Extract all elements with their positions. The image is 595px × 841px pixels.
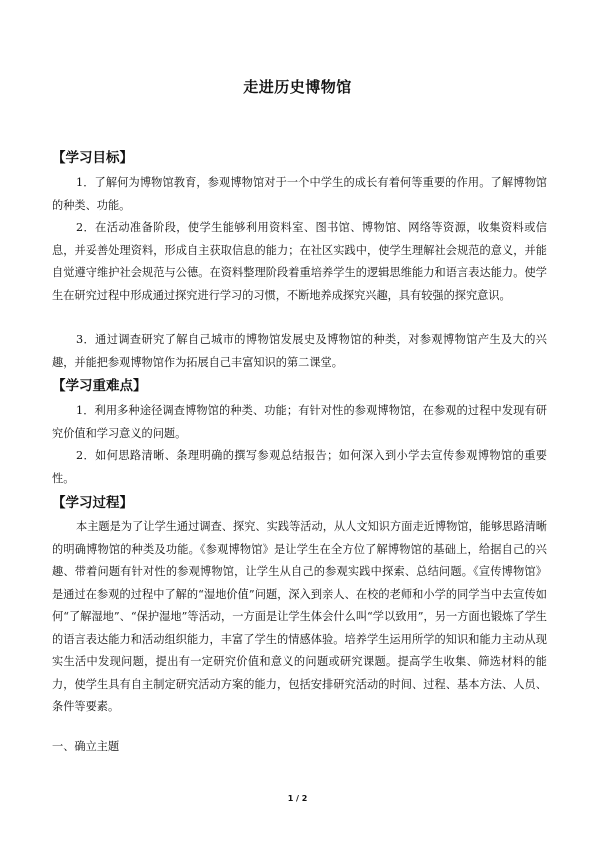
- subheading-establish-topic: 一、确立主题: [52, 740, 120, 753]
- process-paragraph: 本主题是为了让学生通过调查、探究、实践等活动，从人文知识方面走近博物馆，能够思路清晰的明确博物馆的种类及功能。《参观博物馆》是让学生在全方位了解博物馆的基础上，给据自己的兴趣、带着问题有针对性的参观博物馆，让学生从自己的参观实践中探索、总结问题。《宣传博物馆》是通过在参观的过程中了解的“湿地价值”问题，深入到亲人、在校的老师和小学的同学当中去宣传如何“了解湿地”、“保护湿地”等活动，一方面是让学生体会什么叫“学以致用”，另一方面也锻炼了学生的语言表达能力和活动组织能力，丰富了学生的情感体验。培养学生运用所学的知识和能力主动从现实生活中发现问题，提出有一定研究价值和意义的问题或研究课题。提高学生收集、筛选材料的能力，使学生具有自主制定研究活动方案的能力，包括安排研究活动的时间、过程、基本方法、人员、条件等要素。: [52, 520, 547, 713]
- section-heading-process: 【学习过程】: [52, 495, 133, 511]
- key-point-item-1: 1．利用多种途径调查博物馆的种类、功能；有针对性的参观博物馆，在参观的过程中发现有研究价值和学习意义的问题。: [52, 404, 547, 440]
- objective-item-3: 3．通过调查研究了解自己城市的博物馆发展史及博物馆的种类，对参观博物馆产生及大的兴趣，并能把参观博物馆作为拓展自己丰富知识的第二课堂。: [52, 333, 547, 369]
- objective-item-2: 2．在活动准备阶段，使学生能够利用资料室、图书馆、博物馆、网络等资源，收集资料或信息，并妥善处理资料，形成自主获取信息的能力；在社区实践中，使学生理解社会规范的意义，并能自觉遵守维护社会规范与公德。在资料整理阶段着重培养学生的逻辑思维能力和语言表达能力。使学生在研究过程中形成通过探究进行学习的习惯，不断地养成探究兴趣，具有较强的探究意识。: [52, 221, 547, 302]
- section-heading-objectives: 【学习目标】: [52, 150, 133, 166]
- key-point-item-2: 2．如何思路清晰、条理明确的撰写参观总结报告；如何深入到小学去宣传参观博物馆的重要性。: [52, 449, 547, 485]
- section-heading-key-points: 【学习重难点】: [52, 378, 147, 394]
- page-number: 1 / 2: [287, 794, 308, 803]
- page-title: 走进历史博物馆: [243, 78, 352, 96]
- objective-item-1: 1．了解何为博物馆教育，参观博物馆对于一个中学生的成长有着何等重要的作用。了解博物馆的种类、功能。: [52, 176, 547, 212]
